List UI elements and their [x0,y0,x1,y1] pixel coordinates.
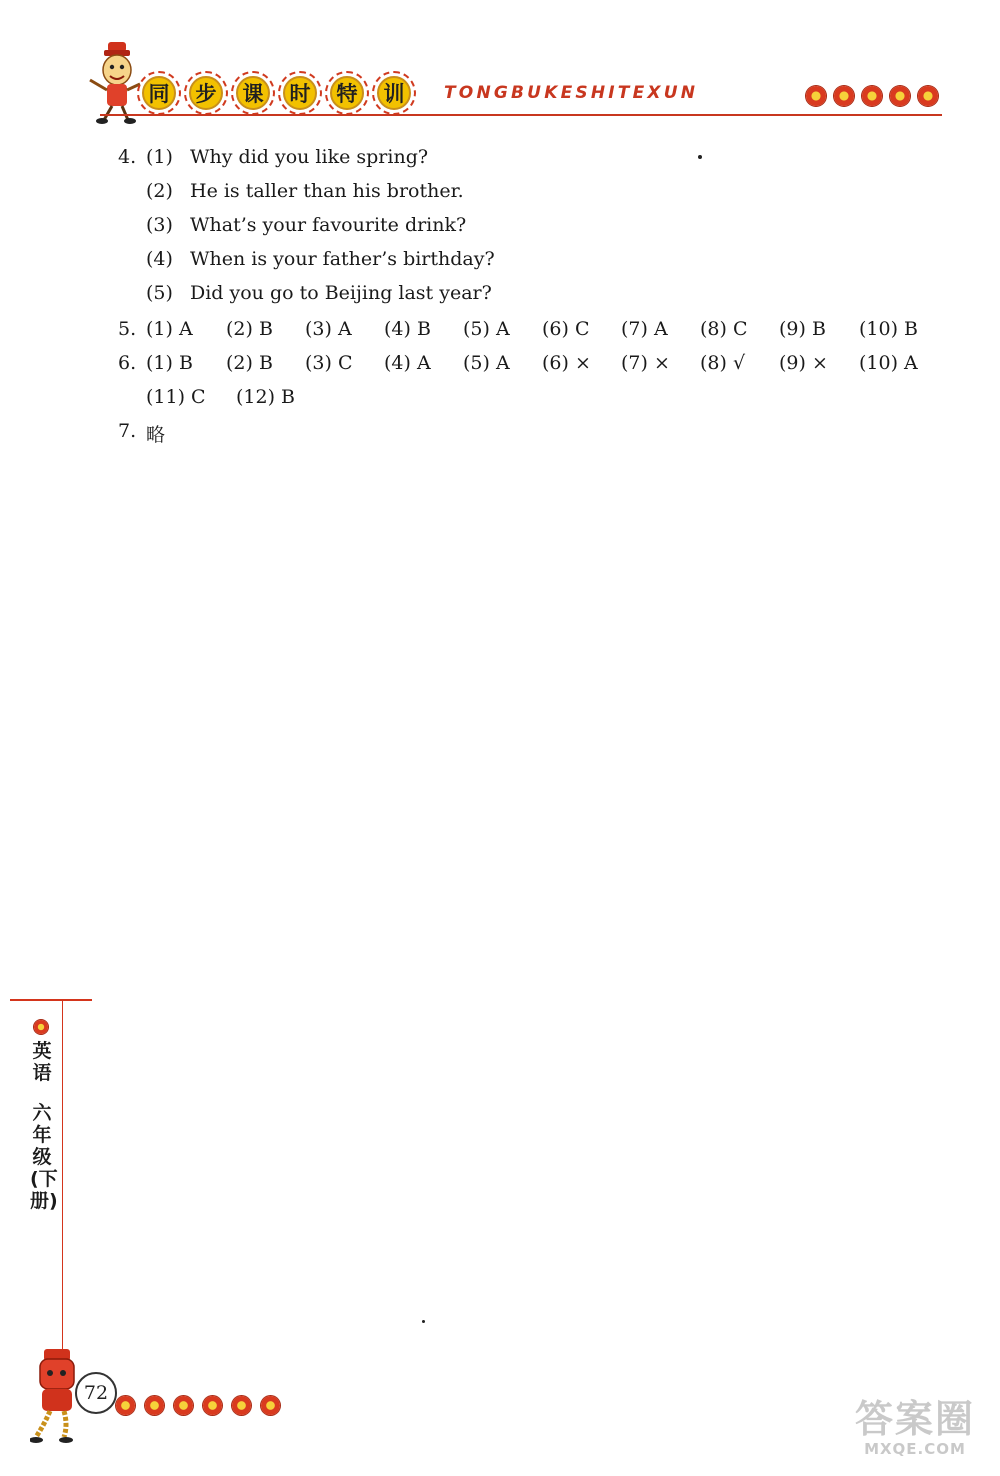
answer-item: (7) × [621,352,670,374]
sidebar-divider [10,999,92,1001]
watermark-url: MXQE.COM [864,1440,966,1458]
answer-item: (3) A [305,318,352,340]
answer-item: (6) × [542,352,591,374]
header-divider [100,114,942,116]
page-number: 72 [75,1372,117,1414]
stray-mark [422,1320,425,1323]
decorative-dot-icon [116,1396,135,1415]
decorative-dot-icon [890,86,910,106]
decorative-dot-icon [203,1396,222,1415]
decorative-dot-icon [232,1396,251,1415]
watermark [840,1398,990,1458]
question-number: 4. [118,146,137,168]
answer-item: (10) B [859,318,919,340]
sidebar-subject: 英语 [32,1040,52,1084]
question-number: 6. [118,352,137,374]
header-title-char: 同 [142,76,176,110]
item-text: Did you go to Beijing last year? [190,282,492,304]
sidebar-grade: 六年级(下册) [30,1102,58,1212]
item-text: Why did you like spring? [190,146,429,168]
answer-item: (1) A [146,318,193,340]
page-header [0,0,1000,130]
item-label: (2) [146,180,173,202]
decorative-dot-icon [918,86,938,106]
answer-item: (3) C [305,352,353,374]
answer-item: (5) A [463,352,510,374]
answer-item: (11) C [146,386,206,408]
answer-item: (1) B [146,352,193,374]
header-title-char: 时 [283,76,317,110]
answer-item: (8) C [700,318,748,340]
decorative-dot-icon [261,1396,280,1415]
header-title-char: 训 [377,76,411,110]
answer-item: (2) B [226,352,273,374]
header-title-char: 步 [189,76,223,110]
answer-item: (4) A [384,352,431,374]
watermark-main: 答案圈 [854,1397,975,1441]
item-label: (1) [146,146,173,168]
question-number: 5. [118,318,137,340]
answer-item: (8) √ [700,352,746,374]
question-number: 7. [118,420,137,442]
answer-item: (9) × [779,352,828,374]
answer-item: (10) A [859,352,918,374]
answer-item: (7) A [621,318,668,340]
header-title-char: 课 [236,76,270,110]
answer-item: (2) B [226,318,273,340]
header-pinyin: TONGBUKESHITEXUN [444,83,699,103]
answer-item: (5) A [463,318,510,340]
header-decoration-dots [806,86,946,106]
header-title-char: 特 [330,76,364,110]
sidebar-rule [62,1000,63,1380]
decorative-dot-icon [34,1020,48,1034]
answer-item: (6) C [542,318,590,340]
pencil-mascot-icon [82,40,144,124]
decorative-dot-icon [834,86,854,106]
decorative-dot-icon [174,1396,193,1415]
item-text: When is your father’s birthday? [190,248,495,270]
answer-item: (12) B [236,386,296,408]
decorative-dot-icon [862,86,882,106]
item-label: (5) [146,282,173,304]
answer-item: (9) B [779,318,826,340]
footer-decoration-dots [116,1396,290,1415]
answer-item: (4) B [384,318,431,340]
header-title [142,76,424,110]
item-text: He is taller than his brother. [190,180,464,202]
item-text: What’s your favourite drink? [190,214,467,236]
item-label: (3) [146,214,173,236]
decorative-dot-icon [806,86,826,106]
stray-mark [698,155,702,159]
answer-item: 略 [146,424,166,446]
sidebar-label [30,1040,58,1212]
decorative-dot-icon [145,1396,164,1415]
item-label: (4) [146,248,173,270]
